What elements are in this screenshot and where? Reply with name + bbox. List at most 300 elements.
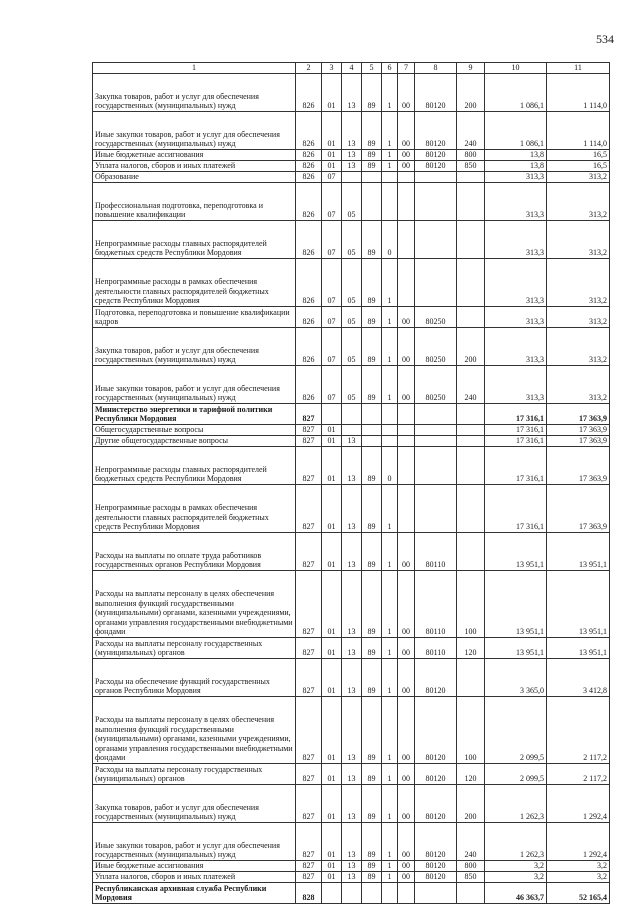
year-1-amount-cell: 46 363,7	[485, 882, 547, 903]
admin-code-cell: 827	[296, 570, 322, 637]
program-cell: 89	[362, 149, 382, 160]
section-cell	[322, 403, 342, 424]
section-cell: 07	[322, 306, 342, 327]
year-1-amount-cell: 1 086,1	[485, 73, 547, 111]
program-cell: 89	[362, 220, 382, 258]
row-name-cell: Расходы на обеспечение функций государственных органов Республики Мордовия	[93, 658, 296, 696]
program-cell	[362, 882, 382, 903]
row-name-cell: Министерство энергетики и тарифной политики Республики Мордовия	[93, 403, 296, 424]
table-row	[93, 484, 610, 532]
direction-cell: 80120	[415, 111, 457, 149]
section-cell	[322, 882, 342, 903]
row-name-cell: Общегосударственные вопросы	[93, 424, 296, 435]
direction-cell: 80110	[415, 637, 457, 658]
row-name-cell: Непрограммные расходы в рамках обеспечения деятельности главных распорядителей бюджетных средств Республики Мордовия	[93, 484, 296, 532]
subprogram-cell: 1	[382, 532, 398, 570]
direction-cell	[415, 182, 457, 220]
main-event-cell: 00	[398, 532, 415, 570]
year-1-amount-cell: 313,3	[485, 182, 547, 220]
table-row	[93, 784, 610, 822]
subprogram-cell	[382, 403, 398, 424]
row-name-cell: Подготовка, переподготовка и повышение квалификации кадров	[93, 306, 296, 327]
subprogram-cell	[382, 182, 398, 220]
subsection-cell: 05	[342, 306, 362, 327]
program-cell	[362, 424, 382, 435]
subprogram-cell	[382, 424, 398, 435]
direction-cell	[415, 171, 457, 182]
section-cell: 01	[322, 822, 342, 860]
direction-cell: 80120	[415, 658, 457, 696]
subprogram-cell	[382, 435, 398, 446]
header-cell: 11	[547, 63, 610, 74]
section-cell: 01	[322, 435, 342, 446]
year-1-amount-cell: 17 316,1	[485, 424, 547, 435]
year-2-amount-cell: 3 412,8	[547, 658, 610, 696]
section-cell: 01	[322, 73, 342, 111]
subsection-cell: 05	[342, 327, 362, 365]
direction-cell: 80120	[415, 160, 457, 171]
program-cell: 89	[362, 365, 382, 403]
program-cell: 89	[362, 871, 382, 882]
year-2-amount-cell: 313,2	[547, 365, 610, 403]
row-name-cell: Расходы на выплаты персоналу в целях обеспечения выполнения функций государственными (муниципальными) органами, казенными учреждениями, органами управления государственными внебюджетными фондами	[93, 570, 296, 637]
expense-type-cell	[457, 435, 485, 446]
subsection-cell	[342, 171, 362, 182]
header-cell: 1	[93, 63, 296, 74]
program-cell: 89	[362, 637, 382, 658]
subprogram-cell: 1	[382, 763, 398, 784]
row-name-cell: Профессиональная подготовка, переподготовка и повышение квалификации	[93, 182, 296, 220]
subsection-cell: 13	[342, 149, 362, 160]
header-cell: 6	[382, 63, 398, 74]
subsection-cell: 13	[342, 784, 362, 822]
expense-type-cell	[457, 171, 485, 182]
main-event-cell	[398, 882, 415, 903]
year-1-amount-cell: 1 262,3	[485, 822, 547, 860]
direction-cell: 80120	[415, 822, 457, 860]
table-row	[93, 763, 610, 784]
section-cell: 07	[322, 220, 342, 258]
subsection-cell	[342, 882, 362, 903]
admin-code-cell: 827	[296, 696, 322, 763]
year-2-amount-cell: 17 363,9	[547, 435, 610, 446]
subprogram-cell	[382, 171, 398, 182]
year-1-amount-cell: 313,3	[485, 365, 547, 403]
expense-type-cell: 100	[457, 570, 485, 637]
direction-cell	[415, 424, 457, 435]
main-event-cell: 00	[398, 365, 415, 403]
admin-code-cell: 827	[296, 860, 322, 871]
admin-code-cell: 826	[296, 160, 322, 171]
year-2-amount-cell: 13 951,1	[547, 637, 610, 658]
main-event-cell: 00	[398, 871, 415, 882]
table-row	[93, 871, 610, 882]
subprogram-cell: 1	[382, 822, 398, 860]
subsection-cell: 13	[342, 435, 362, 446]
program-cell: 89	[362, 111, 382, 149]
row-name-cell: Непрограммные расходы в рамках обеспечения деятельности главных распорядителей бюджетных средств Республики Мордовия	[93, 258, 296, 306]
subsection-cell: 13	[342, 532, 362, 570]
main-event-cell: 00	[398, 149, 415, 160]
subsection-cell: 13	[342, 860, 362, 871]
table-row	[93, 306, 610, 327]
section-cell: 01	[322, 871, 342, 882]
expense-type-cell: 100	[457, 696, 485, 763]
subprogram-cell: 1	[382, 484, 398, 532]
section-cell: 01	[322, 484, 342, 532]
admin-code-cell: 827	[296, 658, 322, 696]
expense-type-cell: 240	[457, 365, 485, 403]
main-event-cell: 00	[398, 658, 415, 696]
program-cell: 89	[362, 696, 382, 763]
admin-code-cell: 826	[296, 149, 322, 160]
admin-code-cell: 826	[296, 306, 322, 327]
table-row	[93, 171, 610, 182]
admin-code-cell: 826	[296, 182, 322, 220]
admin-code-cell: 827	[296, 822, 322, 860]
table-row	[93, 73, 610, 111]
subsection-cell: 13	[342, 160, 362, 171]
row-name-cell: Закупка товаров, работ и услуг для обеспечения государственных (муниципальных) нужд	[93, 327, 296, 365]
program-cell: 89	[362, 160, 382, 171]
admin-code-cell: 827	[296, 403, 322, 424]
header-cell: 4	[342, 63, 362, 74]
year-2-amount-cell: 313,2	[547, 171, 610, 182]
direction-cell	[415, 220, 457, 258]
expense-type-cell	[457, 658, 485, 696]
direction-cell: 80250	[415, 327, 457, 365]
row-name-cell: Расходы на выплаты персоналу государственных (муниципальных) органов	[93, 637, 296, 658]
subprogram-cell: 1	[382, 365, 398, 403]
expense-type-cell	[457, 306, 485, 327]
main-event-cell	[398, 446, 415, 484]
header-cell: 9	[457, 63, 485, 74]
year-2-amount-cell: 17 363,9	[547, 446, 610, 484]
table-row	[93, 160, 610, 171]
header-cell: 2	[296, 63, 322, 74]
program-cell	[362, 171, 382, 182]
program-cell	[362, 435, 382, 446]
table-row	[93, 182, 610, 220]
admin-code-cell: 827	[296, 871, 322, 882]
table-row	[93, 446, 610, 484]
admin-code-cell: 827	[296, 484, 322, 532]
year-1-amount-cell: 17 316,1	[485, 403, 547, 424]
header-cell: 8	[415, 63, 457, 74]
admin-code-cell: 827	[296, 435, 322, 446]
subsection-cell: 13	[342, 763, 362, 784]
year-2-amount-cell: 2 117,2	[547, 763, 610, 784]
main-event-cell: 00	[398, 570, 415, 637]
admin-code-cell: 827	[296, 532, 322, 570]
program-cell: 89	[362, 306, 382, 327]
program-cell	[362, 403, 382, 424]
header-cell: 10	[485, 63, 547, 74]
expense-type-cell: 120	[457, 637, 485, 658]
direction-cell	[415, 484, 457, 532]
year-1-amount-cell: 13 951,1	[485, 570, 547, 637]
table-row	[93, 327, 610, 365]
year-1-amount-cell: 3 365,0	[485, 658, 547, 696]
admin-code-cell: 826	[296, 73, 322, 111]
admin-code-cell: 826	[296, 171, 322, 182]
direction-cell	[415, 435, 457, 446]
main-event-cell	[398, 220, 415, 258]
program-cell: 89	[362, 822, 382, 860]
main-event-cell: 00	[398, 822, 415, 860]
program-cell: 89	[362, 258, 382, 306]
subsection-cell: 13	[342, 446, 362, 484]
main-event-cell	[398, 182, 415, 220]
expense-type-cell	[457, 484, 485, 532]
table-row	[93, 149, 610, 160]
row-name-cell: Расходы на выплаты персоналу в целях обеспечения выполнения функций государственными (муниципальными) органами, казенными учреждениями, органами управления государственными внебюджетными фондами	[93, 696, 296, 763]
admin-code-cell: 827	[296, 637, 322, 658]
direction-cell: 80110	[415, 570, 457, 637]
section-cell: 01	[322, 784, 342, 822]
row-name-cell: Иные закупки товаров, работ и услуг для обеспечения государственных (муниципальных) нужд	[93, 822, 296, 860]
table-row	[93, 637, 610, 658]
year-2-amount-cell: 3,2	[547, 871, 610, 882]
header-cell: 5	[362, 63, 382, 74]
row-name-cell: Расходы на выплаты по оплате труда работников государственных органов Республики Мордовия	[93, 532, 296, 570]
section-cell: 07	[322, 182, 342, 220]
section-cell: 01	[322, 111, 342, 149]
main-event-cell: 00	[398, 111, 415, 149]
main-event-cell	[398, 258, 415, 306]
row-name-cell: Иные закупки товаров, работ и услуг для обеспечения государственных (муниципальных) нужд	[93, 365, 296, 403]
section-cell: 07	[322, 258, 342, 306]
expense-type-cell	[457, 424, 485, 435]
section-cell: 01	[322, 696, 342, 763]
subsection-cell: 13	[342, 570, 362, 637]
section-cell: 07	[322, 365, 342, 403]
year-1-amount-cell: 13,8	[485, 160, 547, 171]
table-row	[93, 822, 610, 860]
main-event-cell: 00	[398, 73, 415, 111]
subsection-cell: 05	[342, 365, 362, 403]
row-name-cell: Закупка товаров, работ и услуг для обеспечения государственных (муниципальных) нужд	[93, 784, 296, 822]
section-cell: 01	[322, 446, 342, 484]
year-1-amount-cell: 313,3	[485, 171, 547, 182]
expense-type-cell: 240	[457, 111, 485, 149]
subprogram-cell: 1	[382, 637, 398, 658]
year-1-amount-cell: 17 316,1	[485, 484, 547, 532]
year-1-amount-cell: 17 316,1	[485, 435, 547, 446]
subsection-cell: 13	[342, 73, 362, 111]
section-cell: 01	[322, 763, 342, 784]
section-cell: 01	[322, 658, 342, 696]
direction-cell: 80250	[415, 365, 457, 403]
year-2-amount-cell: 17 363,9	[547, 403, 610, 424]
year-1-amount-cell: 13 951,1	[485, 532, 547, 570]
program-cell: 89	[362, 484, 382, 532]
direction-cell: 80120	[415, 860, 457, 871]
row-name-cell: Уплата налогов, сборов и иных платежей	[93, 871, 296, 882]
budget-table	[92, 62, 610, 904]
table-row	[93, 111, 610, 149]
year-2-amount-cell: 2 117,2	[547, 696, 610, 763]
year-2-amount-cell: 313,2	[547, 306, 610, 327]
admin-code-cell: 826	[296, 327, 322, 365]
table-row	[93, 882, 610, 903]
subprogram-cell	[382, 882, 398, 903]
main-event-cell	[398, 171, 415, 182]
row-name-cell: Образование	[93, 171, 296, 182]
table-row	[93, 696, 610, 763]
subsection-cell: 13	[342, 658, 362, 696]
row-name-cell: Непрограммные расходы главных распорядителей бюджетных средств Республики Мордовия	[93, 446, 296, 484]
expense-type-cell: 850	[457, 871, 485, 882]
expense-type-cell: 200	[457, 327, 485, 365]
direction-cell: 80120	[415, 871, 457, 882]
section-cell: 01	[322, 637, 342, 658]
subprogram-cell: 1	[382, 784, 398, 822]
direction-cell: 80120	[415, 696, 457, 763]
header-row	[93, 63, 610, 74]
year-1-amount-cell: 3,2	[485, 860, 547, 871]
year-2-amount-cell: 52 165,4	[547, 882, 610, 903]
direction-cell: 80250	[415, 306, 457, 327]
row-name-cell: Другие общегосударственные вопросы	[93, 435, 296, 446]
direction-cell: 80120	[415, 763, 457, 784]
year-1-amount-cell: 2 099,5	[485, 696, 547, 763]
admin-code-cell: 827	[296, 424, 322, 435]
year-1-amount-cell: 313,3	[485, 327, 547, 365]
subsection-cell: 13	[342, 696, 362, 763]
year-1-amount-cell: 2 099,5	[485, 763, 547, 784]
section-cell: 01	[322, 149, 342, 160]
year-2-amount-cell: 13 951,1	[547, 532, 610, 570]
program-cell: 89	[362, 658, 382, 696]
direction-cell: 80120	[415, 784, 457, 822]
subprogram-cell: 1	[382, 327, 398, 365]
subprogram-cell: 1	[382, 871, 398, 882]
year-2-amount-cell: 17 363,9	[547, 424, 610, 435]
header-cell: 7	[398, 63, 415, 74]
subsection-cell: 05	[342, 182, 362, 220]
section-cell: 01	[322, 532, 342, 570]
program-cell: 89	[362, 532, 382, 570]
expense-type-cell	[457, 446, 485, 484]
subprogram-cell: 1	[382, 696, 398, 763]
year-2-amount-cell: 16,5	[547, 160, 610, 171]
direction-cell	[415, 403, 457, 424]
admin-code-cell: 826	[296, 258, 322, 306]
subprogram-cell: 1	[382, 306, 398, 327]
direction-cell	[415, 258, 457, 306]
table-body	[93, 63, 610, 904]
subsection-cell: 13	[342, 111, 362, 149]
subprogram-cell: 1	[382, 73, 398, 111]
expense-type-cell	[457, 882, 485, 903]
subsection-cell: 13	[342, 484, 362, 532]
admin-code-cell: 827	[296, 784, 322, 822]
admin-code-cell: 826	[296, 111, 322, 149]
expense-type-cell: 200	[457, 73, 485, 111]
program-cell: 89	[362, 784, 382, 822]
subsection-cell	[342, 403, 362, 424]
subprogram-cell: 1	[382, 258, 398, 306]
expense-type-cell	[457, 220, 485, 258]
program-cell	[362, 182, 382, 220]
year-1-amount-cell: 313,3	[485, 306, 547, 327]
year-1-amount-cell: 1 262,3	[485, 784, 547, 822]
section-cell: 01	[322, 424, 342, 435]
expense-type-cell	[457, 532, 485, 570]
table-row	[93, 860, 610, 871]
subprogram-cell: 1	[382, 860, 398, 871]
year-1-amount-cell: 313,3	[485, 258, 547, 306]
direction-cell	[415, 446, 457, 484]
section-cell: 07	[322, 327, 342, 365]
year-2-amount-cell: 313,2	[547, 182, 610, 220]
year-2-amount-cell: 313,2	[547, 220, 610, 258]
main-event-cell: 00	[398, 860, 415, 871]
year-2-amount-cell: 313,2	[547, 258, 610, 306]
year-2-amount-cell: 1 114,0	[547, 111, 610, 149]
subprogram-cell: 1	[382, 111, 398, 149]
subsection-cell: 13	[342, 871, 362, 882]
table-row	[93, 365, 610, 403]
table-row	[93, 532, 610, 570]
row-name-cell: Уплата налогов, сборов и иных платежей	[93, 160, 296, 171]
year-2-amount-cell: 13 951,1	[547, 570, 610, 637]
year-2-amount-cell: 1 292,4	[547, 784, 610, 822]
subprogram-cell: 1	[382, 160, 398, 171]
header-cell: 3	[322, 63, 342, 74]
table-row	[93, 570, 610, 637]
row-name-cell: Иные бюджетные ассигнования	[93, 149, 296, 160]
row-name-cell: Закупка товаров, работ и услуг для обеспечения государственных (муниципальных) нужд	[93, 73, 296, 111]
subprogram-cell: 1	[382, 658, 398, 696]
row-name-cell: Иные бюджетные ассигнования	[93, 860, 296, 871]
main-event-cell: 00	[398, 327, 415, 365]
main-event-cell: 00	[398, 784, 415, 822]
year-1-amount-cell: 313,3	[485, 220, 547, 258]
row-name-cell: Иные закупки товаров, работ и услуг для обеспечения государственных (муниципальных) нужд	[93, 111, 296, 149]
section-cell: 01	[322, 860, 342, 871]
admin-code-cell: 827	[296, 446, 322, 484]
program-cell: 89	[362, 763, 382, 784]
main-event-cell	[398, 403, 415, 424]
year-1-amount-cell: 13,8	[485, 149, 547, 160]
year-1-amount-cell: 3,2	[485, 871, 547, 882]
subprogram-cell: 1	[382, 570, 398, 637]
expense-type-cell: 800	[457, 860, 485, 871]
main-event-cell: 00	[398, 637, 415, 658]
subsection-cell: 05	[342, 258, 362, 306]
year-2-amount-cell: 1 114,0	[547, 73, 610, 111]
section-cell: 01	[322, 160, 342, 171]
subsection-cell: 05	[342, 220, 362, 258]
direction-cell: 80120	[415, 73, 457, 111]
expense-type-cell: 120	[457, 763, 485, 784]
year-2-amount-cell: 16,5	[547, 149, 610, 160]
subprogram-cell: 0	[382, 446, 398, 484]
program-cell: 89	[362, 446, 382, 484]
table-row	[93, 403, 610, 424]
direction-cell: 80120	[415, 149, 457, 160]
year-2-amount-cell: 3,2	[547, 860, 610, 871]
year-1-amount-cell: 1 086,1	[485, 111, 547, 149]
section-cell: 07	[322, 171, 342, 182]
year-2-amount-cell: 17 363,9	[547, 484, 610, 532]
section-cell: 01	[322, 570, 342, 637]
year-2-amount-cell: 1 292,4	[547, 822, 610, 860]
expense-type-cell	[457, 403, 485, 424]
main-event-cell	[398, 484, 415, 532]
